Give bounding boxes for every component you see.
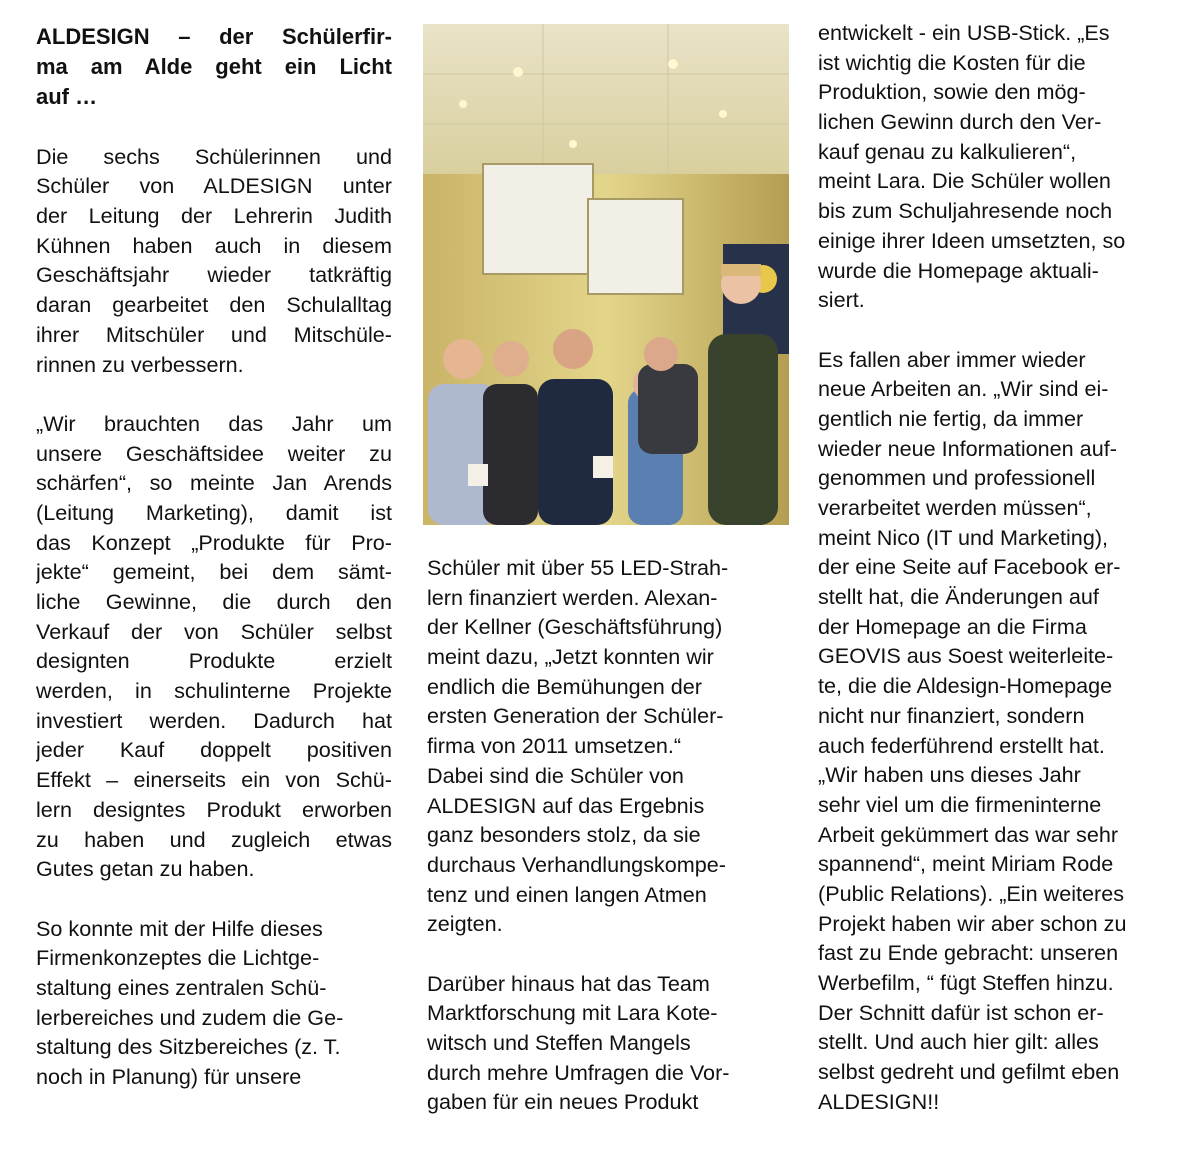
text-line: Projekt haben wir aber schon zu — [818, 910, 1127, 936]
text-line: Schüler mit über 55 LED-Strah- — [427, 555, 729, 580]
text-line: der eine Seite auf Facebook er- — [818, 554, 1121, 580]
text-line: Effekt – einerseits ein von Schü- — [36, 767, 392, 793]
text-line: Produktion, sowie den mög- — [818, 79, 1086, 105]
text-line: Gutes getan zu haben. — [36, 856, 255, 882]
text-line: So konnte mit der Hilfe dieses — [36, 915, 323, 941]
text-line: zeigten. — [427, 911, 503, 937]
text-line: entwickelt - ein USB-Stick. „Es — [818, 20, 1110, 45]
text-line: liche Gewinne, die durch den — [36, 589, 392, 614]
text-line: Arbeit gekümmert das war sehr — [818, 821, 1119, 847]
text-line: Darüber hinaus hat das Team — [427, 970, 710, 996]
text-line: Werbefilm, “ fügt Steffen hinzu. — [818, 970, 1114, 995]
text-line: lerbereiches und zudem die Ge- — [36, 1004, 344, 1030]
text-line: te, die die Aldesign-Homepage — [818, 673, 1113, 699]
text-line: einige ihrer Ideen umsetzten, so — [818, 227, 1126, 253]
text-line: werden, in schulinterne Projekte — [36, 678, 392, 704]
text-line: genommen und professionell — [818, 465, 1096, 491]
text-line: investiert werden. Dadurch hat — [36, 707, 392, 733]
text-line: ALDESIGN auf das Ergebnis — [427, 792, 705, 818]
title-line: ma am Alde geht ein Licht — [36, 54, 392, 79]
text-line: durch mehre Umfragen die Vor- — [427, 1059, 730, 1085]
text-line: auch federführend erstellt hat. — [818, 732, 1105, 758]
text-line: Der Schnitt dafür ist schon er- — [818, 999, 1104, 1025]
text-line: meint Lara. Die Schüler wollen — [818, 168, 1111, 194]
text-line: Die sechs Schülerinnen und — [36, 143, 392, 169]
title-line: ALDESIGN – der Schülerfir- — [36, 24, 392, 49]
text-line: (Public Relations). „Ein weiteres — [818, 880, 1125, 906]
text-line: stellt hat, die Änderungen auf — [818, 584, 1099, 610]
text-line: Marktforschung mit Lara Kote- — [427, 1000, 718, 1026]
text-line: jekte“ gemeint, bei dem sämt- — [36, 559, 392, 585]
text-line: stellt. Und auch hier gilt: alles — [818, 1029, 1099, 1055]
text-line: staltung eines zentralen Schü- — [36, 974, 327, 1000]
paragraph — [36, 142, 392, 380]
text-line: ganz besonders stolz, da sie — [427, 822, 701, 848]
text-line: gaben für ein neues Produkt — [427, 1089, 699, 1115]
text-line: Schüler von ALDESIGN unter — [36, 173, 392, 199]
text-line: zu haben und zugleich etwas — [36, 826, 392, 852]
article-column-1 — [36, 22, 392, 1092]
text-line: ihrer Mitschüler und Mitschüle- — [36, 321, 392, 347]
text-line: fast zu Ende gebracht: unseren — [818, 940, 1119, 966]
paragraph — [818, 18, 1158, 315]
text-line: verarbeitet werden müssen“, — [818, 495, 1092, 520]
text-line: bis zum Schuljahresende noch — [818, 198, 1113, 224]
text-line: ersten Generation der Schüler- — [427, 703, 724, 729]
text-line: Es fallen aber immer wieder — [818, 346, 1086, 372]
text-line: siert. — [818, 287, 865, 313]
text-line: neue Arbeiten an. „Wir sind ei- — [818, 376, 1109, 402]
text-line: sehr viel um die firmeninterne — [818, 791, 1102, 817]
paragraph — [427, 969, 787, 1117]
text-line: ALDESIGN!! — [818, 1088, 940, 1114]
text-line: wurde die Homepage aktuali- — [818, 257, 1099, 283]
article-column-3 — [818, 18, 1158, 1116]
paragraph — [36, 409, 392, 884]
text-line: gentlich nie fertig, da immer — [818, 405, 1084, 431]
text-line: noch in Planung) für unsere — [36, 1064, 302, 1089]
text-line: rinnen zu verbessern. — [36, 351, 244, 377]
text-line: Firmenkonzeptes die Lichtge- — [36, 945, 320, 971]
text-line: der Homepage an die Firma — [818, 613, 1087, 639]
text-line: firma von 2011 umsetzen.“ — [427, 733, 682, 759]
text-line: schärfen“, so meinte Jan Arends — [36, 470, 392, 496]
text-line: jeder Kauf doppelt positiven — [36, 737, 392, 763]
text-line: (Leitung Marketing), damit ist — [36, 499, 392, 525]
text-line: nicht nur finanziert, sondern — [818, 702, 1085, 728]
paragraph — [427, 553, 787, 939]
text-line: „Wir haben uns dieses Jahr — [818, 762, 1081, 788]
text-line: lern finanziert werden. Alexan- — [427, 584, 718, 610]
text-line: staltung des Sitzbereiches (z. T. — [36, 1034, 341, 1060]
group-photo — [423, 24, 789, 525]
text-line: der Kellner (Geschäftsführung) — [427, 614, 723, 640]
text-line: witsch und Steffen Mangels — [427, 1030, 691, 1055]
article-column-2 — [427, 553, 787, 1117]
paragraph — [818, 345, 1158, 1117]
text-line: Kühnen haben auch in diesem — [36, 232, 392, 258]
text-line: lern designtes Produkt erworben — [36, 796, 392, 822]
text-line: spannend“, meint Miriam Rode — [818, 851, 1114, 877]
text-line: Geschäftsjahr wieder tatkräftig — [36, 262, 392, 288]
text-line: ist wichtig die Kosten für die — [818, 49, 1086, 75]
text-line: endlich die Bemühungen der — [427, 673, 702, 699]
text-line: lichen Gewinn durch den Ver- — [818, 109, 1102, 135]
text-line: durchaus Verhandlungskompe- — [427, 851, 726, 877]
text-line: tenz und einen langen Atmen — [427, 881, 707, 907]
article-title — [36, 22, 392, 112]
text-line: Dabei sind die Schüler von — [427, 762, 684, 788]
title-line: auf … — [36, 84, 98, 109]
text-line: daran gearbeitet den Schulalltag — [36, 292, 392, 318]
text-line: selbst gedreht und gefilmt eben — [818, 1059, 1120, 1085]
text-line: meint Nico (IT und Marketing), — [818, 524, 1109, 550]
text-line: unsere Geschäftsidee weiter zu — [36, 440, 392, 466]
text-line: wieder neue Informationen auf- — [818, 435, 1117, 461]
text-line: Verkauf der von Schüler selbst — [36, 618, 392, 644]
text-line: designten Produkte erzielt — [36, 648, 392, 674]
text-line: kauf genau zu kalkulieren“, — [818, 138, 1077, 164]
text-line: der Leitung der Lehrerin Judith — [36, 203, 392, 229]
text-line: meint dazu, „Jetzt konnten wir — [427, 644, 714, 670]
text-line: GEOVIS aus Soest weiterleite- — [818, 643, 1114, 669]
paragraph — [36, 914, 392, 1092]
text-line: das Konzept „Produkte für Pro- — [36, 529, 392, 555]
text-line: „Wir brauchten das Jahr um — [36, 410, 392, 436]
